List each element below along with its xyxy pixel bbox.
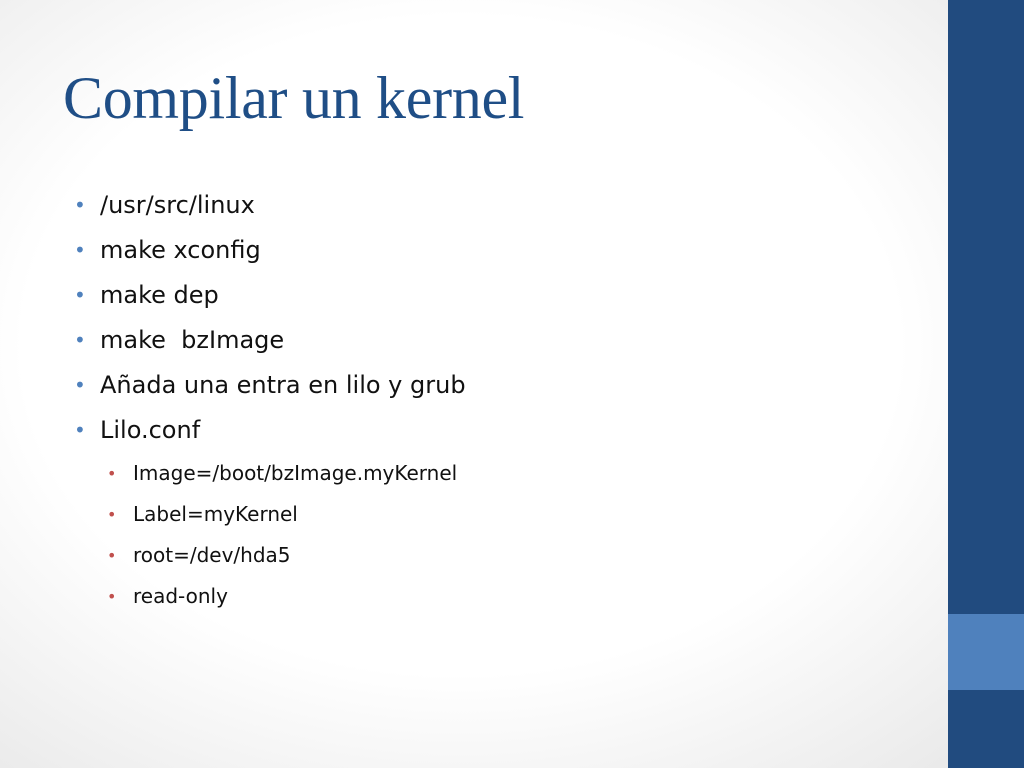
bullet-text: make bzImage <box>100 326 285 354</box>
bullet-dot-icon: • <box>74 193 86 217</box>
sub-bullet-item-label <box>107 494 499 535</box>
bullet-text: Lilo.conf <box>100 416 201 444</box>
bullet-item-lilo-conf <box>74 408 466 453</box>
sub-bullet-item-root <box>107 535 499 576</box>
sub-bullet-container <box>74 453 466 617</box>
bullet-item-make-dep <box>74 273 466 318</box>
sub-bullet-text: Label=myKernel <box>133 502 298 526</box>
sub-bullet-text: Image=/boot/bzImage.myKernel <box>133 461 458 485</box>
bullet-dot-icon: • <box>74 328 86 352</box>
sub-bullet-text: read-only <box>133 584 228 608</box>
sub-bullet-item-image <box>107 453 499 494</box>
sub-bullet-text: root=/dev/hda5 <box>133 543 291 567</box>
bullet-list <box>74 183 466 617</box>
bullet-text: make dep <box>100 281 219 309</box>
sub-bullet-dot-icon: • <box>107 587 117 606</box>
sub-bullet-dot-icon: • <box>107 464 117 483</box>
bullet-item-lilo-grub <box>74 363 466 408</box>
bullet-dot-icon: • <box>74 373 86 397</box>
sub-bullet-dot-icon: • <box>107 546 117 565</box>
bullet-dot-icon: • <box>74 418 86 442</box>
slide-title: Compilar un kernel <box>63 65 525 131</box>
bullet-text: make xconfig <box>100 236 261 264</box>
bullet-text: Añada una entra en lilo y grub <box>100 371 466 399</box>
sidebar-accent-block <box>948 614 1024 690</box>
bullet-dot-icon: • <box>74 238 86 262</box>
sub-bullet-list <box>107 453 499 617</box>
bullet-item-make-xconfig <box>74 228 466 273</box>
bullet-item-usr-src-linux <box>74 183 466 228</box>
bullet-item-make-bzimage <box>74 318 466 363</box>
bullet-dot-icon: • <box>74 283 86 307</box>
sub-bullet-dot-icon: • <box>107 505 117 524</box>
bullet-text: /usr/src/linux <box>100 191 255 219</box>
sub-bullet-item-read-only <box>107 576 499 617</box>
